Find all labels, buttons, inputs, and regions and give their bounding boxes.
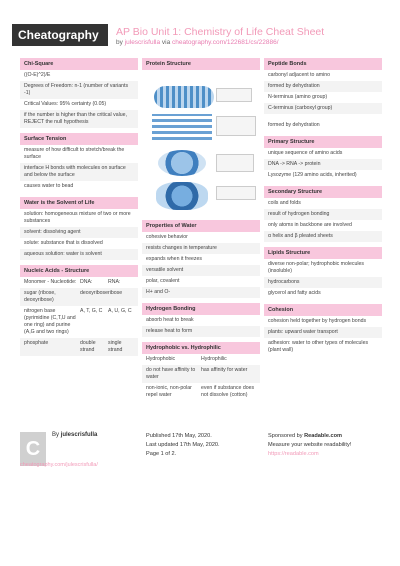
list-item: expands when it freezes (146, 256, 202, 262)
table-row (20, 288, 138, 306)
list-item: release heat to form (142, 326, 260, 337)
section-chi-square (20, 58, 138, 128)
section-title: Properties of Water (142, 220, 260, 232)
list-item: Critical Values: 95% certainty (0.05) (24, 101, 107, 107)
alpha-helix-image (154, 86, 214, 108)
section-primary-structure (264, 136, 382, 181)
byline (116, 39, 279, 46)
table-cell: Monomer - Nucleotide: (24, 279, 77, 285)
list-item: glycerol and fatty acids (268, 290, 321, 296)
table-cell: Hydrophilic (201, 356, 227, 362)
table-cell: do not have affinity to water (146, 367, 196, 380)
section-water-solvent (20, 197, 138, 260)
list-item: H+ and O- (142, 287, 260, 298)
published-date: Published 17th May, 2020. (146, 433, 212, 439)
footer-by-label: By (52, 432, 60, 438)
table-cell: nitrogen base (pyrimidine (C,T,U and one ring) and purine (A,G and two rings) (24, 308, 76, 335)
tertiary-structure-image (158, 150, 206, 176)
table-row (142, 354, 260, 365)
section-title: Water is the Solvent of Life (20, 197, 138, 209)
table-cell: sugar (ribose, deoxyribose) (24, 290, 56, 303)
section-title: Hydrogen Bonding (142, 303, 260, 315)
updated-date: Last updated 17th May, 2020. (146, 442, 220, 448)
section-hydrogen-bonding (142, 303, 260, 337)
beta-sheet-image (152, 114, 212, 140)
page-number: Page 1 of 2. (146, 451, 177, 457)
table-cell: DNA: (80, 279, 93, 285)
list-item: C-terminus (carboxyl group) (264, 103, 382, 114)
section-protein-structure (142, 58, 260, 215)
table-cell: phosphate (24, 340, 49, 346)
list-item: if the number is higher than the critical value, REJECT the null hypothesis (20, 110, 138, 128)
column-1 (20, 58, 138, 361)
list-item: unique sequence of amino acids (268, 150, 343, 156)
footer-author-name[interactable]: julescrisfulla (60, 432, 98, 438)
list-item: solute: substance that is dissolved (24, 240, 103, 246)
list-item: coils and folds (268, 200, 301, 206)
diagram-caption-box (216, 154, 254, 172)
sponsor-name[interactable]: Readable.com (304, 433, 343, 439)
table-cell: A, T, G, C (80, 308, 103, 314)
via-text: via (161, 39, 171, 46)
section-title: Lipids Structure (264, 247, 382, 259)
section-properties-of-water (142, 220, 260, 298)
diagram-caption-box (216, 186, 256, 200)
list-item: α helix and β pleated sheets (264, 231, 382, 242)
footer-sponsor (268, 432, 351, 459)
table-cell: has affinity for water (201, 367, 248, 373)
list-item: interface H bonds with molecules on surface and below the surface (20, 163, 138, 181)
author-avatar[interactable]: C (20, 432, 46, 466)
table-cell: double strand (80, 340, 96, 353)
sponsor-url-link[interactable]: https://readable.com (268, 451, 319, 457)
section-peptide-bonds (264, 58, 382, 131)
list-item: cohesive behavior (146, 234, 188, 240)
section-hydrophobic-hydrophilic (142, 342, 260, 401)
diagram-caption-box (216, 116, 256, 136)
list-item: DNA -> RNA -> protein (264, 159, 382, 170)
list-item: solution: homogeneous mixture of two or more substances (24, 211, 131, 224)
section-surface-tension (20, 133, 138, 192)
table-cell: RNA: (108, 279, 121, 285)
sponsor-tagline: Measure your website readability! (268, 442, 352, 448)
section-title: Secondary Structure (264, 186, 382, 198)
protein-structure-diagram (142, 70, 260, 215)
section-title: Primary Structure (264, 136, 382, 148)
list-item: polar, covalent (146, 278, 180, 284)
sponsor-prefix: Sponsored by (268, 433, 303, 439)
author-link[interactable]: julescrisfulla (124, 39, 161, 46)
list-item: solvent: dissolving agent (20, 227, 138, 238)
page-title: AP Bio Unit 1: Chemistry of Life Cheat Sheet (116, 26, 325, 38)
list-item: versatile solvent (142, 265, 260, 276)
diagram-caption-box (216, 88, 252, 102)
section-title: Surface Tension (20, 133, 138, 145)
table-cell: non-ionic, non-polar repel water (146, 385, 192, 398)
list-item: only atoms in backbone are involved (268, 222, 352, 228)
by-prefix: by (116, 39, 123, 46)
section-cohesion (264, 304, 382, 356)
list-item: ((O-E)^2)/E (24, 72, 51, 78)
table-cell: single strand (108, 340, 123, 353)
list-item: N-terminus (amino group) (268, 94, 328, 100)
section-title: Protein Structure (142, 58, 260, 70)
table-cell: deoxyribose (80, 290, 108, 296)
list-item: result of hydrogen bonding (264, 209, 382, 220)
list-item: carbonyl adjacent to amino (268, 72, 330, 78)
list-item: formed by dehydration (264, 81, 382, 92)
section-title: Chi-Square (20, 58, 138, 70)
section-secondary-structure (264, 186, 382, 242)
table-row (142, 365, 260, 383)
quaternary-structure-image (156, 182, 208, 210)
section-title: Peptide Bonds (264, 58, 382, 70)
page-header (0, 0, 400, 54)
list-item: plants: upward water transport (264, 327, 382, 338)
footer-publish-info (146, 432, 220, 459)
list-item: adhesion: water to other types of molecules (plant wall) (268, 340, 369, 353)
list-item: absorb heat to break (146, 317, 194, 323)
list-item: cohesion held together by hydrogen bonds (268, 318, 367, 324)
table-row (20, 306, 138, 338)
list-item: Degrees of Freedom: n-1 (number of variants -1) (20, 81, 138, 99)
section-lipids-structure (264, 247, 382, 299)
list-item: formed by dehydration (268, 122, 320, 128)
cheatography-logo[interactable]: Cheatography (12, 24, 108, 46)
section-title: Hydrophobic vs. Hydrophilic (142, 342, 260, 354)
list-item: diverse non-polar; hydrophobic molecules (insoluble) (268, 261, 365, 274)
section-nucleic-acids (20, 265, 138, 356)
list-item: resists changes in temperature (142, 243, 260, 254)
section-title: Nucleic Acids - Structure (20, 265, 138, 277)
table-row (20, 277, 138, 288)
table-cell: A, U, G, C (108, 308, 132, 314)
table-cell: ribose (108, 290, 123, 296)
sponsor-line (268, 432, 351, 441)
list-item: causes water to bead (24, 183, 74, 189)
table-cell: Hydrophobic (146, 356, 176, 362)
list-item: Lysozyme (129 amino acids, inherited) (268, 172, 357, 178)
column-2 (142, 58, 260, 406)
list-item: hydrocarbons (264, 277, 382, 288)
column-3 (264, 58, 382, 361)
sheet-url-link[interactable]: cheatography.com/122681/cs/22886/ (172, 39, 279, 46)
section-title: Cohesion (264, 304, 382, 316)
footer-author-link[interactable]: cheatography.com/julescrisfulla/ (20, 462, 98, 468)
table-row (20, 338, 138, 356)
list-item: aqueous solution: water is solvent (20, 249, 138, 260)
table-row (142, 383, 260, 401)
footer-author (52, 432, 97, 438)
list-item: measure of how difficult to stretch/break the surface (24, 147, 125, 160)
table-cell: even if substance does not dissolve (cotton) (201, 385, 255, 398)
